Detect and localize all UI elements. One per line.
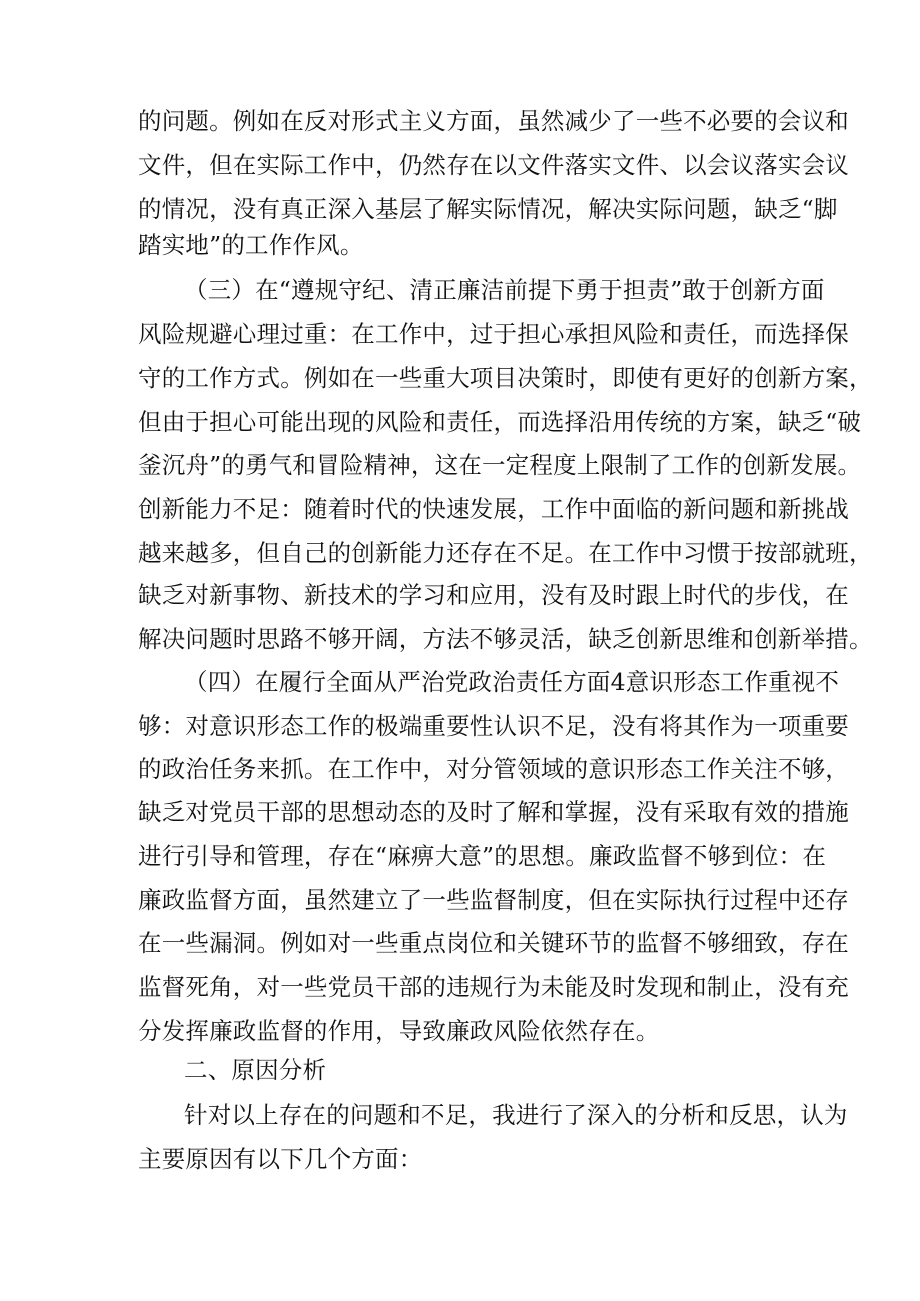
text-line: 解决问题时思路不够开阔，方法不够灵活，缺乏创新思维和创新举措。 — [138, 625, 873, 653]
text-line: 文件，但在实际工作中，仍然存在以文件落实文件、以会议落实会议 — [138, 151, 849, 179]
text-line: 分发挥廉政监督的作用，导致廉政风险依然存在。 — [138, 1017, 660, 1045]
text-line: 监督死角，对一些党员干部的违规行为未能及时发现和制止，没有充 — [138, 973, 849, 1001]
text-line: 釜沉舟”的勇气和冒险精神，这在一定程度上限制了工作的创新发展。 — [138, 451, 862, 479]
text-line: 的政治任务来抓。在工作中，对分管领域的意识形态工作关注不够， — [138, 755, 849, 783]
section-heading-4: （四）在履行全面从严治党政治责任方面4意识形态工作重视不 — [184, 668, 840, 696]
text-line: 但由于担心可能出现的风险和责任，而选择沿用传统的方案，缺乏“破 — [138, 408, 862, 436]
section-heading-3: （三）在“遵规守纪、清正廉洁前提下勇于担责”敢于创新方面 — [184, 276, 825, 304]
text-line: 踏实地”的工作作风。 — [138, 231, 364, 259]
text-line: 在一些漏洞。例如对一些重点岗位和关键环节的监督不够细致，存在 — [138, 929, 849, 957]
text-line: 廉政监督方面，虽然建立了一些监督制度，但在实际执行过程中还存 — [138, 886, 849, 914]
section-heading-analysis: 二、原因分析 — [184, 1056, 327, 1084]
text-line: 缺乏对党员干部的思想动态的及时了解和掌握，没有采取有效的措施 — [138, 798, 849, 826]
text-line: 的问题。例如在反对形式主义方面，虽然减少了一些不必要的会议和 — [138, 107, 849, 135]
text-line: 主要原因有以下几个方面： — [138, 1145, 423, 1173]
text-line: 守的工作方式。例如在一些重大项目决策时，即使有更好的创新方案， — [138, 364, 873, 392]
text-line: 进行引导和管理，存在“麻痹大意”的思想。廉政监督不够到位：在 — [138, 842, 827, 870]
text-line: 的情况，没有真正深入基层了解实际情况，解决实际问题，缺乏“脚 — [138, 195, 838, 223]
text-line: 缺乏对新事物、新技术的学习和应用，没有及时跟上时代的步伐，在 — [138, 581, 849, 609]
text-line: 越来越多，但自己的创新能力还存在不足。在工作中习惯于按部就班， — [138, 539, 873, 567]
text-line: 够：对意识形态工作的极端重要性认识不足，没有将其作为一项重要 — [138, 712, 849, 740]
text-line: 针对以上存在的问题和不足，我进行了深入的分析和反思，认为 — [184, 1101, 848, 1129]
text-line: 创新能力不足：随着时代的快速发展，工作中面临的新问题和新挑战 — [138, 495, 849, 523]
text-line: 风险规避心理过重：在工作中，过于担心承担风险和责任，而选择保 — [138, 320, 849, 348]
